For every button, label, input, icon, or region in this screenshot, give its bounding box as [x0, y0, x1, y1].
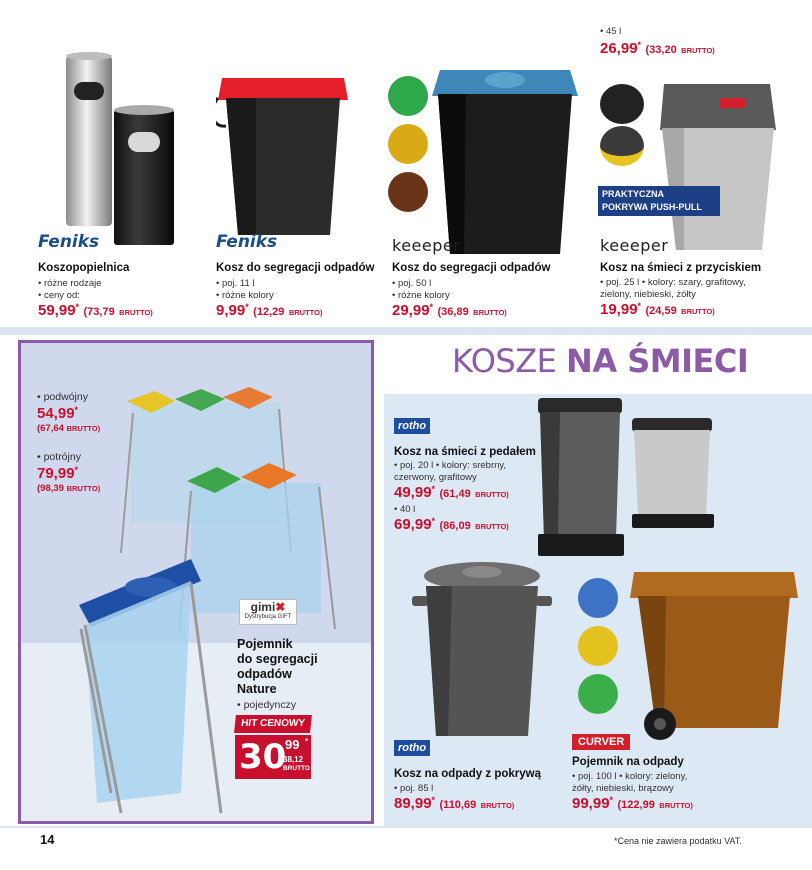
product-keeeper-bin: [388, 50, 588, 320]
nature-product-name: Pojemnik do segregacji odpadów Nature: [237, 637, 318, 696]
variant-double-label: • podwójny: [37, 391, 88, 403]
product-feniks-bin: [216, 50, 391, 320]
wheelie-bullet: żółty, niebieski, brązowy: [572, 783, 674, 794]
brand-feniks-logo: Feniks: [38, 232, 100, 252]
bins-panel: [384, 394, 812, 826]
footer-divider: [0, 826, 812, 828]
product-bullet: • poj. 11 l: [216, 278, 255, 289]
brown-wheelie-bin-image: [630, 564, 800, 744]
extra-size-label: • 45 l: [600, 26, 622, 37]
lid-detail-black: [600, 84, 644, 124]
heading-part2: NA ŚMIECI: [566, 342, 749, 380]
brand-feniks-logo: Feniks: [216, 232, 278, 252]
product-bullet: • ceny od:: [38, 290, 80, 301]
lid-bin-bullet: • poj. 85 l: [394, 783, 434, 794]
color-swatch-green: [388, 76, 428, 116]
pedal-extra-label: • 40 l: [394, 504, 416, 515]
color-swatch-blue: [578, 578, 618, 618]
blue-lid-bin-image: [430, 58, 580, 258]
nature-bin-panel: [18, 340, 374, 824]
pedal-product-name: Kosz na śmieci z pedałem: [394, 446, 536, 458]
grey-lid-bin-image: [412, 560, 552, 740]
variant-triple-price: 79,99*: [37, 465, 79, 482]
lid-bin-product-name: Kosz na odpady z pokrywą: [394, 768, 541, 780]
brand-rotho-logo: rotho: [394, 740, 430, 756]
product-price: 29,99* (36,89 BRUTTO): [392, 302, 507, 319]
hit-price-box: 30 99 * 38,12 BRUTTO: [235, 735, 311, 779]
brand-keeeper-logo: keeeper: [600, 236, 669, 255]
product-price: 59,99* (73,79 BRUTTO): [38, 302, 153, 319]
color-swatch-yellow: [388, 124, 428, 164]
product-bullet: • poj. 25 l • kolory: szary, grafitowy,: [600, 277, 746, 288]
wheelie-product-name: Pojemnik na odpady: [572, 756, 684, 768]
product-name: Kosz na śmieci z przyciskiem: [600, 262, 762, 274]
hit-price-badge: HIT CENOWY: [234, 715, 312, 733]
product-bullet: • różne rodzaje: [38, 278, 102, 289]
product-price: 9,99* (12,29 BRUTTO): [216, 302, 323, 319]
variant-double-gross: (67,64 BRUTTO): [37, 423, 101, 434]
vat-note: *Cena nie zawiera podatku VAT.: [614, 836, 742, 846]
product-bullet: zielony, niebieski, żółty: [600, 289, 696, 300]
section-heading: [452, 342, 748, 380]
variant-triple-gross: (98,39 BRUTTO): [37, 483, 101, 494]
page-number: 14: [40, 832, 55, 847]
pedal-extra-price: 69,99* (86,09 BRUTTO): [394, 516, 509, 533]
product-push-bin: [596, 20, 808, 320]
variant-single-label: • pojedynczy: [237, 699, 297, 711]
product-bullet: • różne kolory: [392, 290, 450, 301]
product-bullet: • różne kolory: [216, 290, 274, 301]
variant-triple-label: • potrójny: [37, 451, 81, 463]
product-name: Kosz do segregacji odpadów: [216, 262, 375, 274]
color-swatch-yellow: [578, 626, 618, 666]
color-swatch-green: [578, 674, 618, 714]
lid-detail-yellow: [600, 126, 644, 166]
brand-curver-logo: CURVER: [572, 734, 630, 750]
product-bullet: • poj. 50 l: [392, 278, 432, 289]
pedal-price: 49,99* (61,49 BRUTTO): [394, 484, 509, 501]
product-name: Kosz do segregacji odpadów: [392, 262, 551, 274]
pedal-bins-image: [532, 394, 722, 560]
heading-part1: KOSZE: [452, 342, 557, 380]
ashtray-bin-image: [58, 50, 188, 250]
pedal-bullet: czerwony, grafitowy: [394, 472, 477, 483]
product-ashtray-bin: [38, 50, 208, 320]
wheelie-bullet: • poj. 100 l • kolory: zielony,: [572, 771, 688, 782]
push-bin-image: [658, 78, 778, 253]
lid-bin-price: 89,99* (110,69 BRUTTO): [394, 795, 515, 812]
extra-size-price: 26,99* (33,20 BRUTTO): [600, 40, 715, 57]
brand-keeeper-logo: keeeper: [392, 236, 461, 255]
pedal-bullet: • poj. 20 l • kolory: srebrny,: [394, 460, 507, 471]
wheelie-price: 99,99* (122,99 BRUTTO): [572, 795, 693, 812]
product-name: Koszopopielnica: [38, 262, 130, 274]
push-pull-badge: PRAKTYCZNA POKRYWA PUSH-PULL: [598, 186, 720, 216]
product-price: 19,99* (24,59 BRUTTO): [600, 301, 715, 318]
section-divider: [0, 327, 812, 335]
brand-gimi-logo: gimi✖ Dystrybucja GIFT: [239, 599, 297, 625]
color-swatch-brown: [388, 172, 428, 212]
variant-double-price: 54,99*: [37, 405, 79, 422]
brand-rotho-logo: rotho: [394, 418, 430, 434]
red-lid-bin-image: [216, 70, 351, 250]
